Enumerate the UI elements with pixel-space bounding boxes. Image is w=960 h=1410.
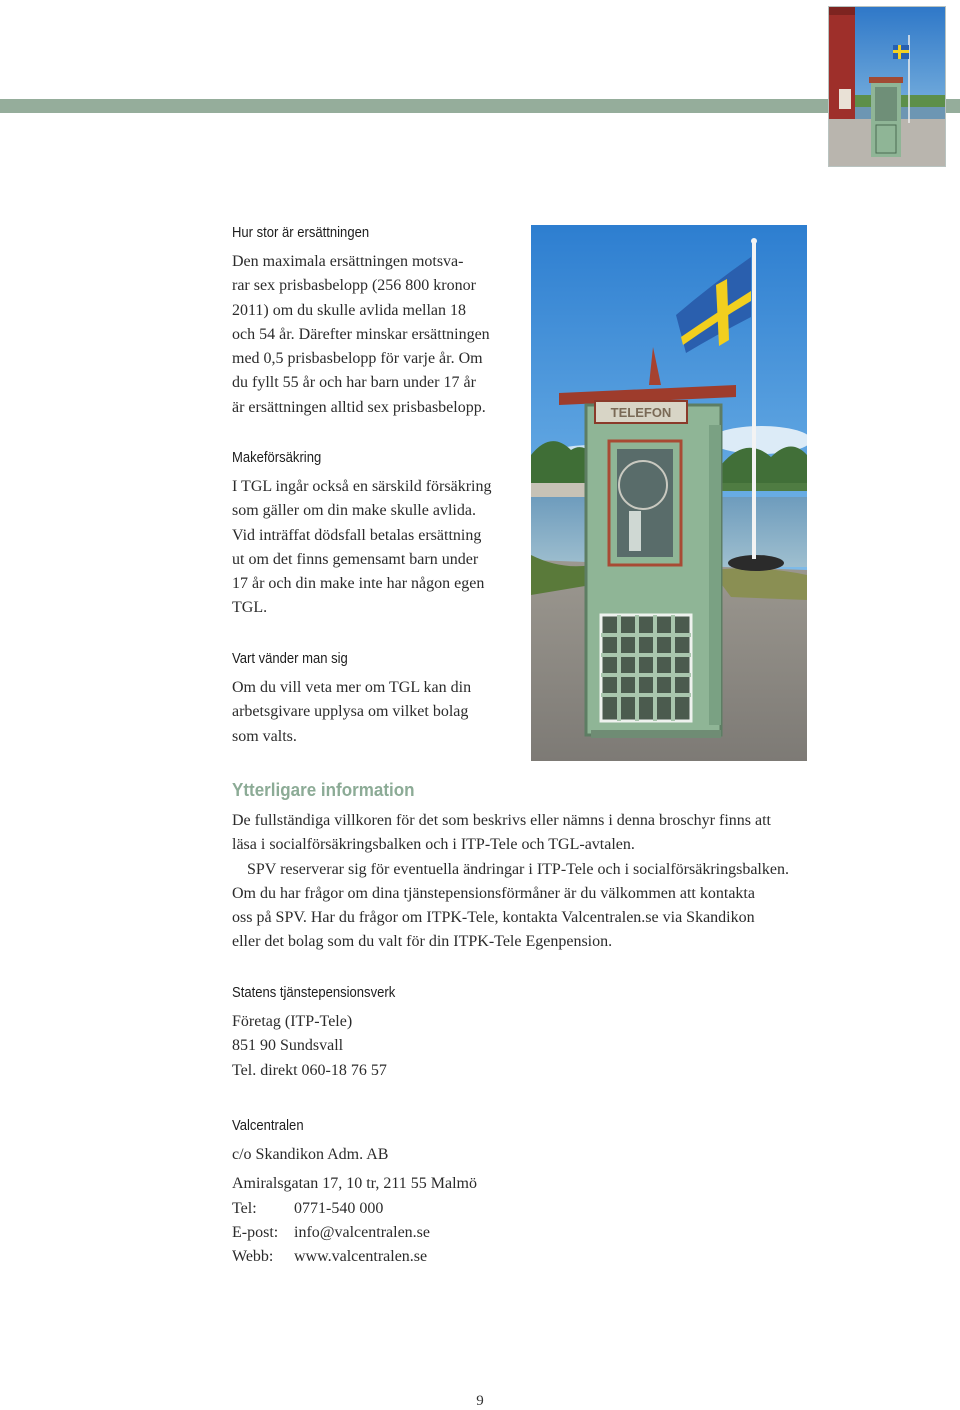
contact-label: Tel: <box>232 1199 257 1217</box>
thumbnail-photo <box>828 6 946 167</box>
heading-ytterligare-information: Ytterligare information <box>232 779 415 800</box>
text-line: med 0,5 prisbasbelopp för varje år. Om <box>232 350 483 368</box>
text-line: ut om det finns gemensamt barn under <box>232 550 479 568</box>
address-line: Amiralsgatan 17, 10 tr, 211 55 Malmö <box>232 1175 477 1193</box>
text-line: som valts. <box>232 727 297 745</box>
text-line: Vid inträffat dödsfall betalas ersättning <box>232 526 482 544</box>
paragraph-vart-vander <box>232 676 532 749</box>
contact-label: E-post: <box>232 1223 279 1241</box>
text-line: eller det bolag som du valt för din ITPK-Tele Egenpension. <box>232 933 613 951</box>
phone-booth-photo <box>531 225 807 761</box>
text-line: läsa i socialförsäkringsbalken och i ITP-Tele och TGL-avtalen. <box>232 836 635 854</box>
heading-ersattning: Hur stor är ersättningen <box>232 225 370 241</box>
text-line: är ersättningen alltid sex prisbasbelopp. <box>232 398 486 416</box>
address-line: Tel. direkt 060-18 76 57 <box>232 1061 387 1079</box>
paragraph-ersattning <box>232 250 532 420</box>
text-line: Om du har frågor om dina tjänstepensionsförmåner är du välkommen att kontakta <box>232 884 755 902</box>
text-line: 2011) om du skulle avlida mellan 18 <box>232 301 467 319</box>
paragraph-makeforsakring <box>232 475 532 621</box>
contact-label: Webb: <box>232 1248 274 1266</box>
address-line: 851 90 Sundsvall <box>232 1037 344 1055</box>
page-number: 9 <box>476 1393 484 1409</box>
section-ersattning <box>232 223 532 420</box>
address-line <box>232 1143 532 1167</box>
heading-vart-vander: Vart vänder man sig <box>232 651 348 667</box>
section-valcentralen <box>232 1116 532 1269</box>
text-line: som gäller om din make skulle avlida. <box>232 502 476 520</box>
section-spv <box>232 983 532 1083</box>
contact-value: 0771-540 000 <box>294 1199 384 1217</box>
text-line: TGL. <box>232 599 268 617</box>
heading-makeforsakring: Makeförsäkring <box>232 450 322 466</box>
address-line: c/o Skandikon Adm. AB <box>232 1146 389 1163</box>
contact-row-tel <box>232 1197 532 1221</box>
contact-row-email <box>232 1221 532 1245</box>
text-line: oss på SPV. Har du frågor om ITPK-Tele, kontakta Valcentralen.se via Skandikon <box>232 909 755 927</box>
email-link[interactable]: info@valcentralen.se <box>294 1223 431 1241</box>
booth-sign-text: TELEFON <box>610 405 672 420</box>
text-line: Om du vill veta mer om TGL kan din <box>232 679 472 696</box>
section-ytterligare <box>232 778 812 955</box>
section-vart-vander <box>232 649 532 749</box>
text-line: och 54 år. Därefter minskar ersättningen <box>232 325 490 343</box>
heading-valcentralen: Valcentralen <box>232 1118 304 1134</box>
text-line: De fullständiga villkoren för det som beskrivs eller nämns i denna broschyr finns att <box>232 812 771 829</box>
text-line: I TGL ingår också en särskild försäkring <box>232 478 492 495</box>
contact-block <box>232 1172 532 1269</box>
paragraph-ytterligare <box>232 809 812 955</box>
section-makeforsakring <box>232 448 532 621</box>
header-band <box>0 99 960 113</box>
text-line: 17 år och din make inte har någon egen <box>232 575 485 593</box>
address-spv <box>232 1010 532 1083</box>
text-line: rar sex prisbasbelopp (256 800 kronor <box>232 277 476 295</box>
text-line: arbetsgivare upplysa om vilket bolag <box>232 703 469 721</box>
text-line: SPV reserverar sig för eventuella ändringar i ITP-Tele och i socialförsäkringsbalken. <box>247 860 789 878</box>
contact-row-web <box>232 1245 532 1269</box>
address-line: Företag (ITP-Tele) <box>232 1013 353 1030</box>
text-line: du fyllt 55 år och har barn under 17 år <box>232 374 476 392</box>
text-line: Den maximala ersättningen motsva- <box>232 253 464 270</box>
web-link[interactable]: www.valcentralen.se <box>294 1248 428 1266</box>
heading-spv: Statens tjänstepensionsverk <box>232 985 396 1001</box>
